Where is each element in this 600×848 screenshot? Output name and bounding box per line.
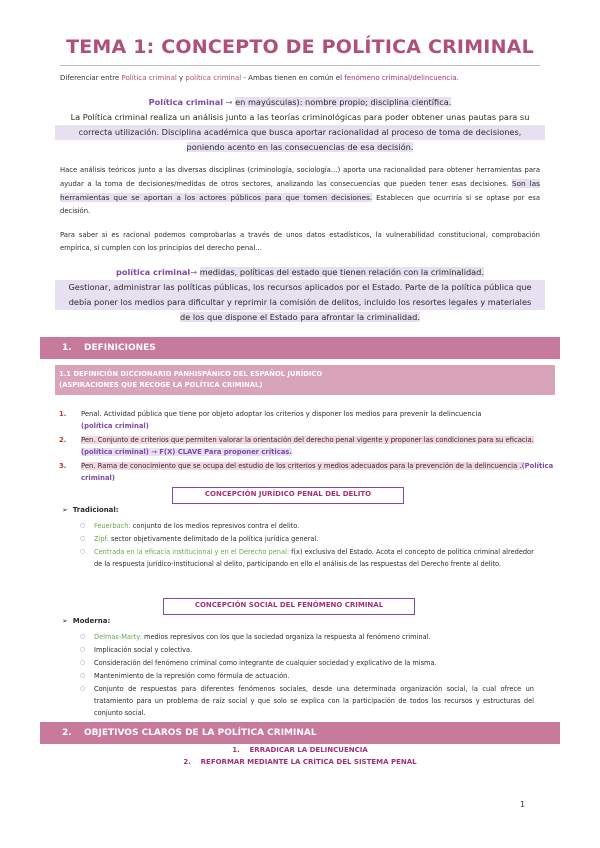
subsection-line: (ASPIRACIONES QUE RECOGE LA POLÍTICA CRIMINAL): [59, 381, 263, 389]
concept-box-social: CONCEPCIÓN SOCIAL DEL FENÓMENO CRIMINAL: [163, 598, 415, 615]
intro-line: [60, 74, 459, 82]
concept-box-juridico: CONCEPCIÓN JURÍDICO PENAL DEL DELITO: [172, 487, 404, 504]
item-text: f(x) exclusiva del Estado. Acota el concepto de política criminal alrededor de la respuesta jurídico-institucional al delito, participando en ello el análisis de las respuestas del Derecho frente al delito.: [94, 548, 534, 568]
subsection-heading: [55, 365, 555, 395]
bullet-icon: ○: [80, 522, 86, 529]
intro-term-lower: política criminal: [185, 74, 242, 82]
subsection-line: 1.1 DEFINICIÓN DICCIONARIO PANHISPÁNICO DEL ESPAÑOL JURÍDICO: [59, 370, 323, 378]
pc-lower-term: política criminal: [116, 267, 191, 277]
pc-lower-line: medidas, políticas del estado que tienen relación con la criminalidad.: [199, 267, 484, 277]
bullet-icon: ○: [80, 685, 86, 692]
author-name: Zipf:: [94, 535, 109, 543]
highlighted-text: Son las herramientas que se aportan a los actores públicos para que tomen decisiones.: [60, 179, 540, 202]
bullet-icon: ○: [80, 633, 86, 640]
item-text: sector objetivamente delimitado de la política jurídica general.: [108, 535, 319, 543]
arrow: →: [190, 267, 200, 277]
pc-lower-line: de los que dispone el Estado para afrontar la criminalidad.: [180, 312, 420, 322]
definition-text: Pen. Conjunto de criterios que permiten valorar la orientación del derecho penal vigente y proponer las condiciones para su eficacia.: [81, 436, 534, 444]
intro-text: y: [176, 74, 186, 82]
objective-number: 2.: [183, 758, 191, 766]
pc-upper-block: [55, 95, 545, 155]
traditional-heading: ➢ Tradicional:: [62, 506, 119, 514]
item-text: medios represivos con los que la sociedad organiza la respuesta al fenómeno criminal.: [141, 633, 431, 641]
section-heading-definiciones: [40, 337, 560, 359]
page-title: TEMA 1: CONCEPTO DE POLÍTICA CRIMINAL: [66, 36, 534, 58]
definition-text: Penal. Actividad pública que tiene por objeto adoptar los criterios y disponer los medios para prevenir la delincuencia: [81, 410, 482, 418]
author-name: Feuerbach:: [94, 522, 131, 530]
item-text: Consideración del fenómeno criminal como integrante de cualquier sociedad y explicativo de la misma.: [94, 659, 437, 667]
pc-upper-line: correcta utilización. Disciplina académica que busca aportar racionalidad al proceso de toma de decisiones,: [55, 125, 545, 140]
bullet-icon: ○: [80, 548, 86, 555]
paragraph-text: Hace análisis teóricos junto a las diversas disciplinas (criminología, sociología…) aporta una racionalidad para obtener herramientas para ayudar a la toma de decisiones/medidas de otros sectores, analizando las consecuencias que pueden tener esas decisiones.: [60, 166, 540, 188]
section-heading-objetivos: [40, 722, 560, 744]
section-number: 2.: [62, 728, 72, 738]
modern-label: Moderna:: [72, 617, 111, 625]
intro-text: - Ambas tienen en común el: [241, 74, 345, 82]
author-name: Centrada en la eficacia institucional y en el Derecho penal:: [94, 548, 290, 556]
pc-lower-line: Gestionar, administrar las políticas públicas, los recursos aplicados por el Estado. Parte de la política pública que: [55, 280, 545, 295]
section-number: 1.: [62, 343, 72, 353]
objective-item: [0, 746, 600, 754]
bullet-icon: ○: [80, 535, 86, 542]
section-label: DEFINICIONES: [84, 343, 156, 353]
intro-term-upper: Política criminal: [121, 74, 177, 82]
definition-number: 2.: [59, 436, 67, 444]
paragraph-text: Establecen que ocurriría si se optase por esa decisión.: [60, 194, 540, 215]
objective-item: [0, 758, 600, 766]
item-text: Mantenimiento de la represión como fórmula de actuación.: [94, 672, 290, 680]
objective-text: ERRADICAR LA DELINCUENCIA: [249, 746, 368, 754]
arrow: →: [223, 97, 236, 107]
pc-upper-line: La Política criminal realiza un análisis junto a las teorías criminológicas para poder obtener unas pautas para su: [70, 112, 530, 122]
definition-text: Pen. Rama de conocimiento que se ocupa del estudio de los criterios y medios adecuados para la prevención de la delincuencia .: [81, 462, 522, 470]
page-number: 1: [520, 800, 526, 809]
item-text: Conjunto de respuestas para diferentes fenómenos sociales, desde una determinada organización social, la cual ofrece un tratamiento para un problema de raíz social y que solo se explica con la participación de todos los recursos y estructuras del conjunto social.: [94, 685, 534, 717]
author-name: Delmas-Marty:: [94, 633, 142, 641]
definition-tag: (Política criminal): [81, 462, 554, 482]
pc-lower-block: [55, 265, 545, 325]
pc-upper-def: en mayúsculas): nombre propio; disciplina científica.: [235, 97, 452, 107]
paragraph-1: [60, 164, 540, 218]
modern-heading: ➢ Moderna:: [62, 617, 111, 625]
pc-lower-line: debía poner los medios para dificultar y reprimir la comisión de delitos, incluido los resortes legales y materiales: [55, 295, 545, 310]
objective-number: 1.: [232, 746, 240, 754]
definition-tag: (política criminal) → F(X) CLAVE Para proponer críticas.: [81, 448, 292, 456]
definition-number: 3.: [59, 462, 67, 470]
item-text: conjunto de los medios represivos contra el delito.: [130, 522, 300, 530]
bullet-icon: ○: [80, 659, 86, 666]
objective-text: REFORMAR MEDIANTE LA CRÍTICA DEL SISTEMA PENAL: [200, 758, 417, 766]
section-label: OBJETIVOS CLAROS DE LA POLÍTICA CRIMINAL: [84, 728, 317, 738]
definition-number: 1.: [59, 410, 67, 418]
pc-upper-term: Política criminal: [148, 97, 224, 107]
definition-tag: (política criminal): [81, 422, 149, 430]
title-divider: [60, 65, 540, 66]
paragraph-2: Para saber si es racional podemos comprobarlas a través de unos datos estadísticos, la vulnerabilidad constitucional, comprobación empírica, si cumplen con los principios del derecho penal…: [60, 231, 540, 252]
traditional-label: Tradicional:: [72, 506, 119, 514]
bullet-icon: ○: [80, 672, 86, 679]
intro-text: Diferenciar entre: [60, 74, 122, 82]
item-text: Implicación social y colectiva.: [94, 646, 193, 654]
pc-upper-line: poniendo acento en las consecuencias de esa decisión.: [186, 142, 414, 152]
bullet-icon: ○: [80, 646, 86, 653]
intro-common: fenómeno criminal/delincuencia.: [344, 74, 459, 82]
